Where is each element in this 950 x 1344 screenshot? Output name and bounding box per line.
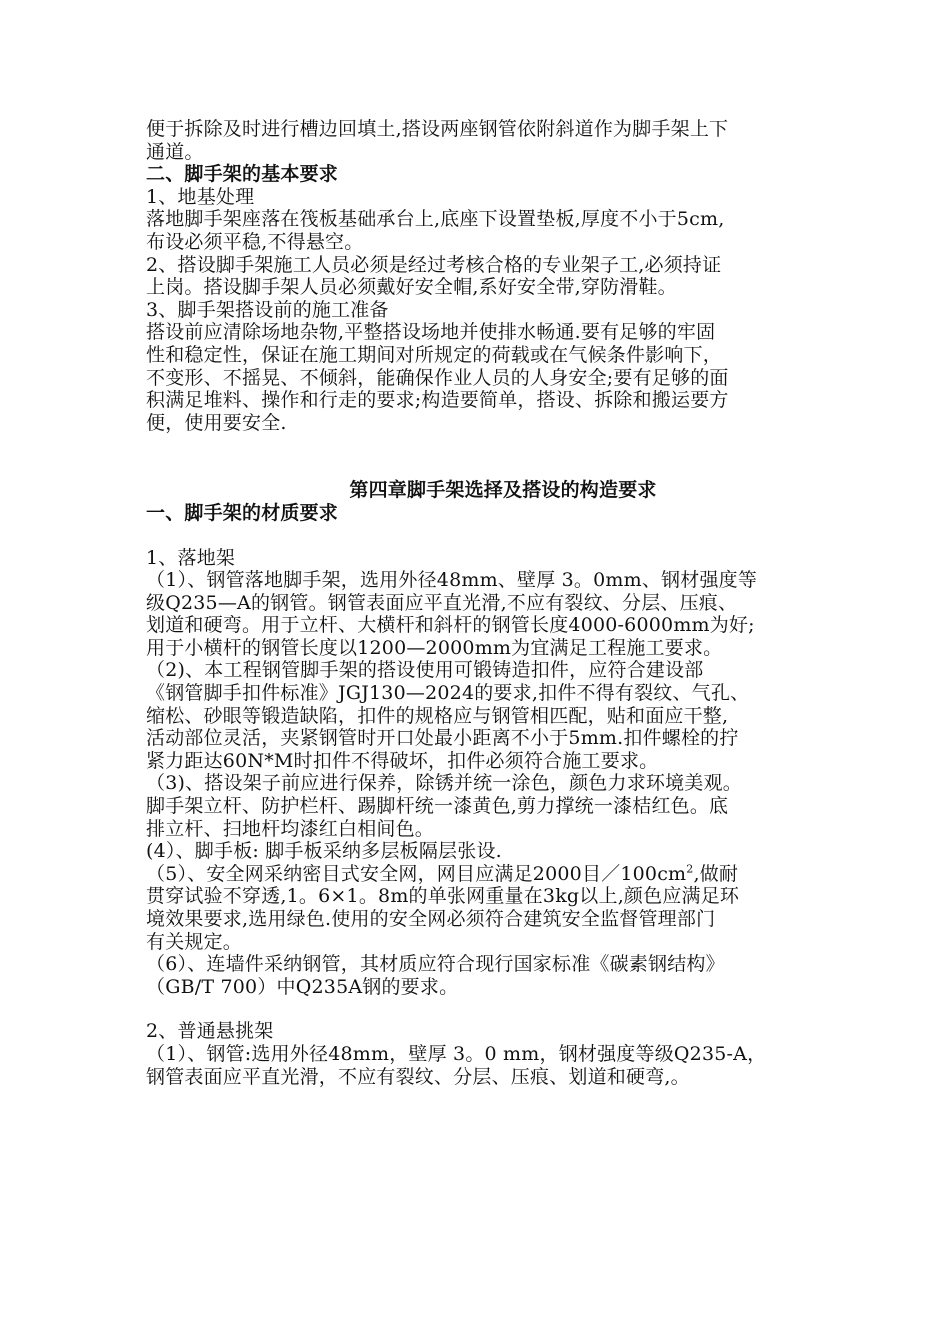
chapter-title: 第四章脚手架选择及搭设的构造要求	[349, 479, 657, 502]
text-line: （6）、连墙件采纳钢管，其材质应符合现行国家标准《碳素钢结构》	[146, 953, 725, 976]
section-heading: 一、脚手架的材质要求	[146, 501, 339, 524]
text-line: （GB/T 700）中Q235A钢的要求。	[146, 975, 459, 998]
text-line: 紧力距达60N*M时扣件不得破坏，扣件必须符合施工要求。	[146, 749, 659, 772]
text-line: 积满足堆料、操作和行走的要求;构造要简单，搭设、拆除和搬运要方	[146, 389, 729, 412]
text-line: 钢管表面应平直光滑，不应有裂纹、分层、压痕、划道和硬弯,。	[146, 1065, 690, 1088]
subsection-heading: 1、地基处理	[146, 185, 255, 208]
text-line: （2)、本工程钢管脚手架的搭设使用可锻铸造扣件，应符合建设部	[146, 659, 704, 682]
text-line: 通道。	[146, 140, 204, 163]
text-line: 贯穿试验不穿透,1。6×1。8m的单张网重量在3kg以上,颜色应满足环	[146, 885, 740, 908]
text-line: 落地脚手架座落在筏板基础承台上,底座下设置垫板,厚度不小于5cm,	[146, 208, 725, 231]
text-span: ,做耐	[693, 862, 739, 885]
superscript: 2	[686, 862, 694, 876]
text-line: 2、搭设脚手架施工人员必须是经过考核合格的专业架子工,必须持证	[146, 253, 722, 276]
text-line: 缩松、砂眼等锻造缺陷，扣件的规格应与钢管相匹配，贴和面应干整,	[146, 704, 729, 727]
text-line: 布设必须平稳,不得悬空。	[146, 230, 364, 253]
text-line	[146, 863, 836, 886]
text-line: 划道和硬弯。用于立杆、大横杆和斜杆的钢管长度4000-6000mm为好;	[146, 614, 755, 637]
subsection-heading: 2、普通悬挑架	[146, 1020, 274, 1043]
text-line: 境效果要求,选用绿色.使用的安全网必须符合建筑安全监督管理部门	[146, 908, 716, 930]
text-line: 排立杆、扫地杆均漆红白相间色。	[146, 817, 435, 840]
section-heading: 二、脚手架的基本要求	[146, 163, 339, 186]
text-span: （5）、安全网采纳密目式安全网，网目应满足2000目／100cm	[146, 862, 687, 885]
text-line: 不变形、不摇晃、不倾斜，能确保作业人员的人身安全;要有足够的面	[146, 366, 729, 389]
text-line: (4）、脚手板: 脚手板采纳多层板隔层张设.	[146, 840, 502, 863]
text-line: （3)、搭设架子前应进行保养，除锈并统一涂色，颜色力求环境美观。	[146, 772, 742, 795]
subsection-heading: 3、脚手架搭设前的施工准备	[146, 298, 389, 321]
document-body	[146, 118, 836, 1088]
text-line: 性和稳定性，保证在施工期间对所规定的荷载或在气候条件影响下，	[146, 343, 723, 366]
text-line: 有关规定。	[146, 930, 243, 953]
subsection-heading: 1、落地架	[146, 546, 236, 569]
text-line: 活动部位灵活，夹紧钢管时开口处最小距离不小于5mm.扣件螺栓的拧	[146, 727, 739, 750]
text-line: （1）、钢管:选用外径48mm，壁厚 3。0 mm，钢材强度等级Q235-A，	[146, 1042, 767, 1065]
text-line: 上岗。搭设脚手架人员必须戴好安全帽,系好安全带,穿防滑鞋。	[146, 276, 677, 299]
text-line: 用于小横杆的钢管长度以1200—2000mm为宜满足工程施工要求。	[146, 636, 723, 659]
text-line: 搭设前应清除场地杂物,平整搭设场地并使排水畅通.要有足够的牢固	[146, 321, 716, 344]
text-line: 《钢管脚手扣件标准》JGJ130—2024的要求,扣件不得有裂纹、气孔、	[146, 682, 750, 705]
text-line: 级Q235—A的钢管。钢管表面应平直光滑,不应有裂纹、分层、压痕、	[146, 591, 738, 614]
text-line: 便，使用要安全.	[146, 411, 287, 434]
text-line: （1）、钢管落地脚手架，选用外径48mm、壁厚 3。0mm、钢材强度等	[146, 569, 758, 592]
text-line: 便于拆除及时进行槽边回填土,搭设两座钢管依附斜道作为脚手架上下	[146, 118, 729, 140]
text-line: 脚手架立杆、防护栏杆、踢脚杆统一漆黄色,剪力撑统一漆桔红色。底	[146, 795, 729, 818]
